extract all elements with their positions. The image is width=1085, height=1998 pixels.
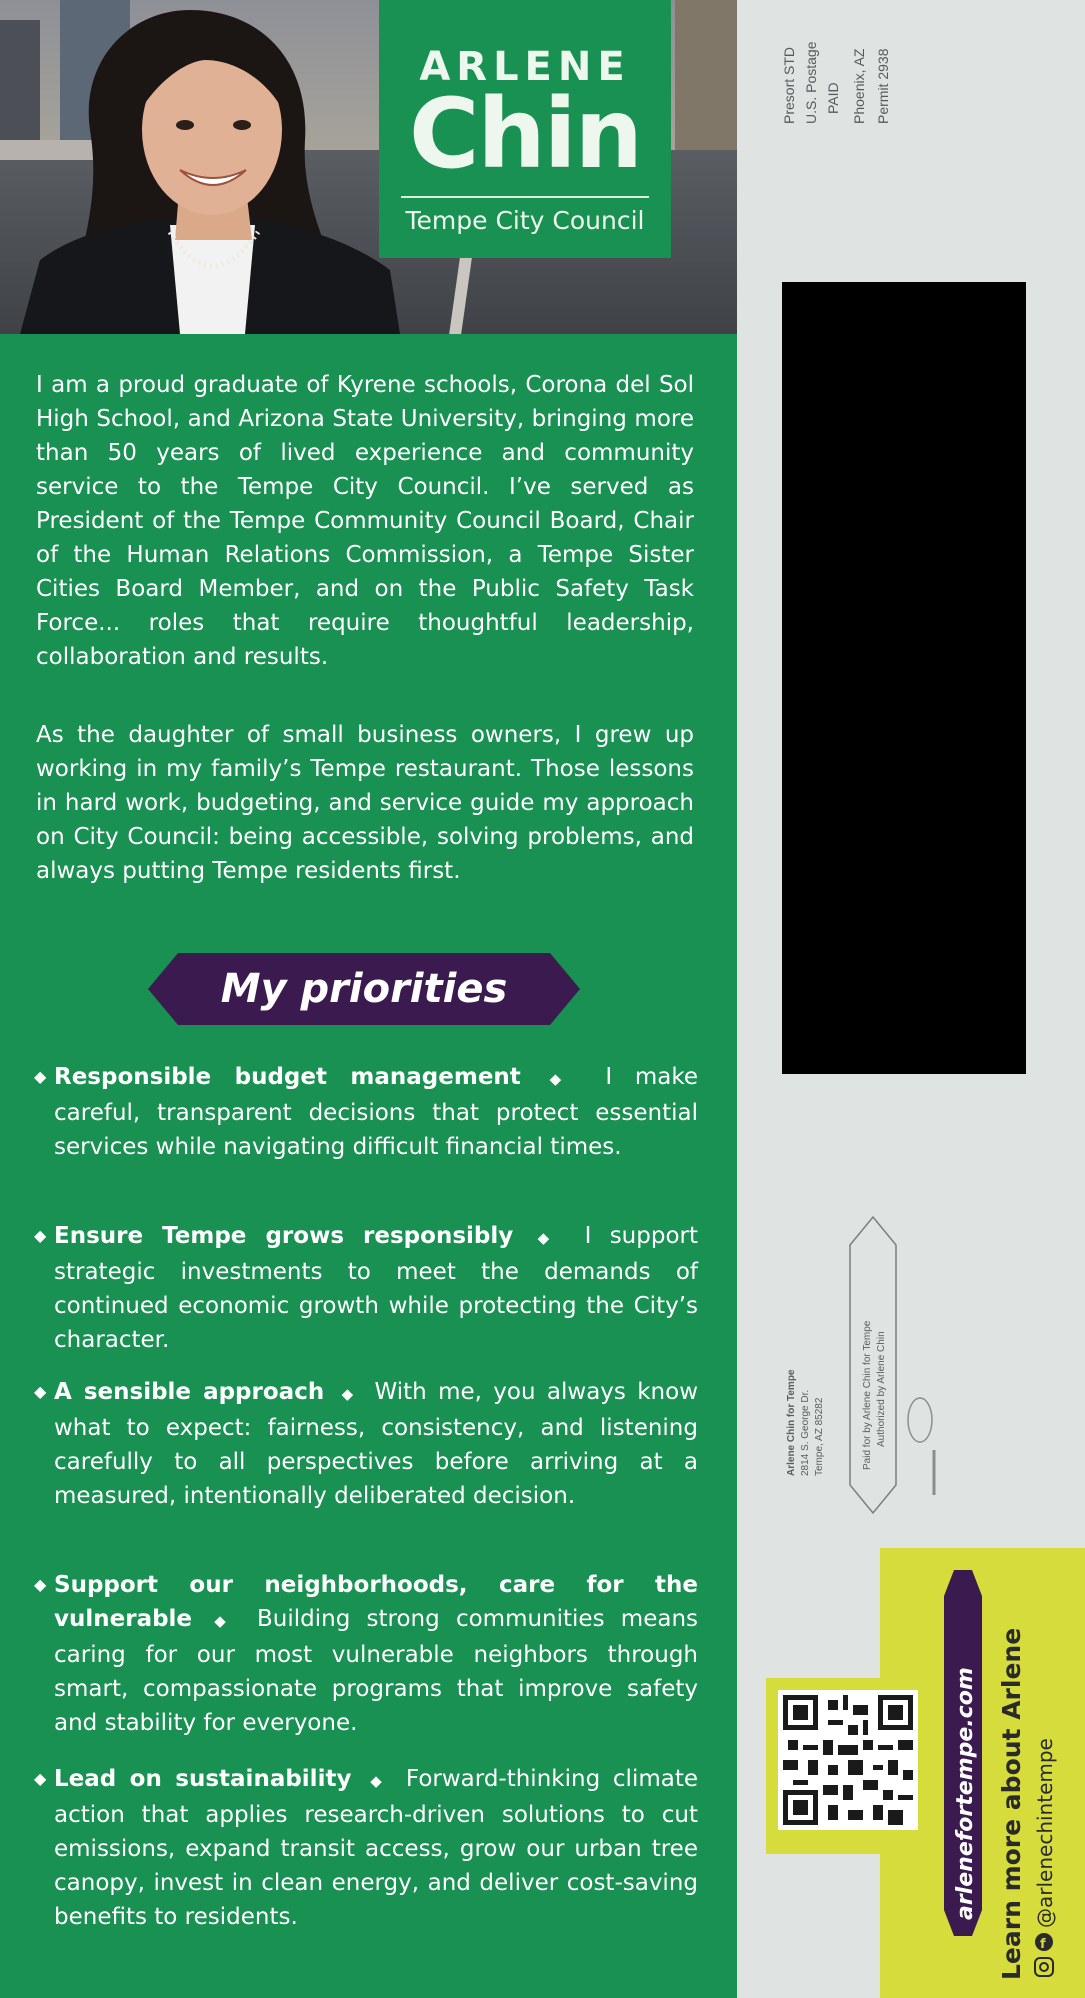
priority-item — [30, 1762, 698, 1934]
candidate-name-block — [379, 0, 671, 258]
priority-text: I support strategic investments to meet the demands of continued economic growth while protecting the City’s character. — [54, 1223, 699, 1353]
separator-diamond-icon: ◆ — [549, 1070, 577, 1088]
bullet-diamond-icon: ◆ — [34, 1067, 47, 1086]
return-address-line: 2814 S. George Dr. — [800, 1389, 811, 1476]
name-divider — [401, 196, 649, 198]
candidate-last-name: Chin — [408, 78, 642, 190]
priority-text: Forward-thinking climate action that applies research-driven solutions to cut emissions, expand transit access, grow our urban tree canopy, invest in clean energy, and deliver cost-saving benefits to residents. — [54, 1766, 698, 1930]
bullet-diamond-icon: ◆ — [34, 1575, 47, 1594]
priority-heading: Support our neighborhoods, care for the vulnerable — [54, 1572, 698, 1632]
separator-diamond-icon: ◆ — [341, 1385, 358, 1403]
disclaimer-line: Authorized by Arlene Chin — [876, 1331, 887, 1447]
separator-diamond-icon: ◆ — [537, 1229, 561, 1247]
priority-item — [30, 1219, 698, 1357]
priority-text: Building strong communities means caring for our most vulnerable neighbors through smart, compassionate programs that improve safety and stability for everyone. — [54, 1606, 699, 1736]
photo-building — [675, 0, 737, 150]
office-sought: Tempe City Council — [405, 206, 645, 235]
postage-line: Presort STD — [781, 46, 797, 124]
social-handle[interactable]: @arlenechintempe — [1033, 1738, 1057, 1928]
priority-text: I make careful, transparent decisions that protect essential services while navigating difficult financial times. — [54, 1064, 698, 1160]
bio-paragraph-2: As the daughter of small business owners, I grew up working in my family’s Tempe restaurant. Those lessons in hard work, budgeting, and service guide my approach on City Council: being accessible, solving problems, and always putting Tempe residents first. — [36, 722, 694, 884]
cta-heading: Learn more about Arlene — [997, 1627, 1026, 1980]
bullet-diamond-icon: ◆ — [34, 1382, 47, 1401]
qr-code[interactable] — [778, 1690, 918, 1830]
priority-heading: Responsible budget management — [54, 1064, 521, 1090]
redacted-address-block — [782, 282, 1026, 1074]
facebook-icon — [1035, 1933, 1053, 1952]
return-address-line: Arlene Chin for Tempe — [786, 1369, 797, 1476]
instagram-icon — [1035, 1958, 1053, 1976]
priority-heading: Lead on sustainability — [54, 1766, 352, 1792]
bio-paragraph-1: I am a proud graduate of Kyrene schools, Corona del Sol High School, and Arizona State University, bringing more than 50 years of lived experience and community service to the Tempe City Council. I’ve served as President of the Tempe Community Council Board, Chair of the Human Relations Commission, a Tempe Sister Cities Board Member, and on the Public Safety Task Force... roles that require thoughtful leadership, collaboration and results. — [36, 372, 694, 670]
postage-line: PAID — [825, 82, 841, 114]
postage-line: U.S. Postage — [803, 41, 819, 124]
priority-item — [30, 1568, 698, 1740]
paid-for-disclaimer — [840, 1215, 906, 1515]
disclaimer-line: Paid for by Arlene Chin for Tempe — [862, 1320, 873, 1470]
separator-diamond-icon: ◆ — [370, 1772, 388, 1790]
candidate-first-name: ARLENE — [419, 44, 631, 90]
priority-heading: Ensure Tempe grows responsibly — [54, 1223, 514, 1249]
bullet-diamond-icon: ◆ — [34, 1769, 47, 1788]
union-bug-icon — [898, 1390, 942, 1500]
postage-line: Phoenix, AZ — [851, 48, 867, 124]
bullet-diamond-icon: ◆ — [34, 1226, 47, 1245]
return-address-line: Tempe, AZ 85282 — [814, 1397, 825, 1476]
postage-indicia — [772, 30, 912, 130]
call-to-action-text — [920, 1560, 1080, 1990]
return-address — [770, 1300, 850, 1500]
separator-diamond-icon: ◆ — [214, 1612, 235, 1630]
priority-text: With me, you always know what to expect: fairness, consistency, and listening carefully to all perspectives before arriving at a measured, intentionally deliberated decision. — [54, 1379, 699, 1509]
priority-heading: A sensible approach — [54, 1379, 325, 1405]
priority-item — [30, 1375, 698, 1513]
postage-line: Permit 2938 — [875, 48, 891, 124]
priorities-title: My priorities — [220, 966, 508, 1012]
website-link[interactable]: arlenefortempe.com — [953, 1667, 978, 1920]
candidate-portrait — [20, 0, 400, 334]
priority-item — [30, 1060, 698, 1164]
svg-text:f: f — [1040, 1937, 1046, 1952]
